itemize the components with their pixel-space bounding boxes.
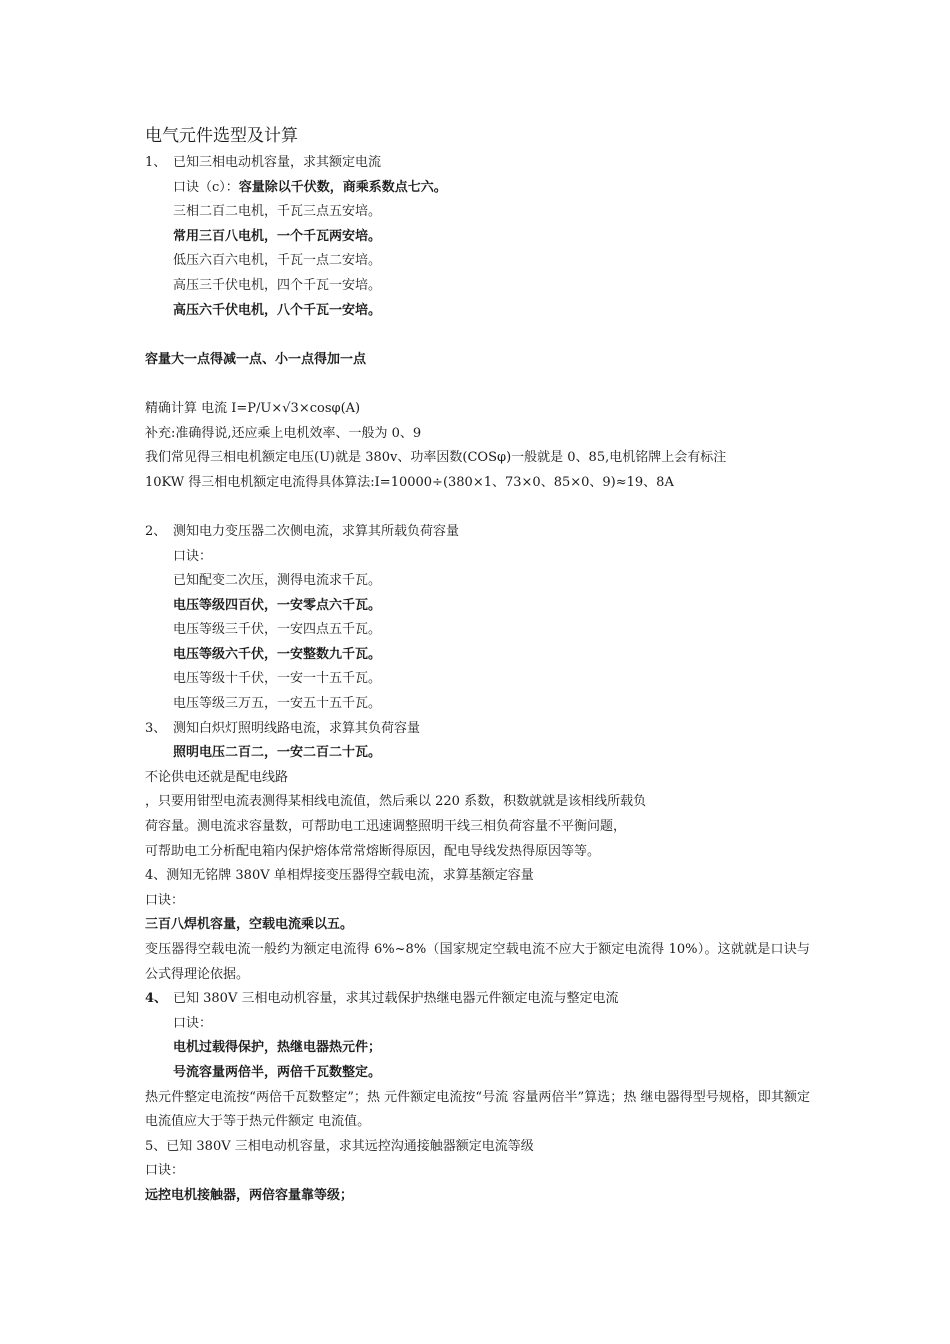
- formula-prefix: 口诀（c）：: [173, 179, 239, 195]
- verse-line: 三百八焊机容量，空载电流乘以五。: [145, 917, 354, 933]
- section-3-heading: [145, 717, 810, 742]
- precise-formula: 精确计算 电流 I=P/U×√3×cosφ(A): [145, 400, 361, 416]
- adjustment-rule: 容量大一点得减一点、小一点得加一点: [145, 351, 367, 367]
- verse-line: 高压三千伏电机，四个千瓦一安培。: [173, 277, 382, 293]
- paragraph-line: 可帮助电工分析配电箱内保护熔体常常熔断得原因，配电导线发热得原因等等。: [145, 843, 601, 859]
- paragraph-line: 荷容量。测电流求容量数，可帮助电工迅速调整照明干线三相负荷容量不平衡问题，: [145, 819, 627, 835]
- verse-line: 电压等级三万五，一安五十五千瓦。: [173, 696, 382, 712]
- spacer: [145, 323, 810, 348]
- mnemonic-label: 口诀：: [173, 1015, 213, 1031]
- section-2-heading: [145, 520, 810, 545]
- verse-line: 三相二百二电机，千瓦三点五安培。: [173, 204, 382, 220]
- mnemonic-label: 口诀：: [145, 892, 185, 908]
- section-4b-heading: [145, 987, 810, 1012]
- section-1-title: 已知三相电动机容量，求其额定电流: [173, 155, 382, 170]
- verse-line: 电压等级六千伏，一安整数九千瓦。: [173, 646, 382, 662]
- paragraph: 热元件整定电流按“两倍千瓦数整定”；热 元件额定电流按“号流 容量两倍半”算选；热 继电器得型号规格，即其额定电流值应大于等于热元件额定 电流值。: [145, 1089, 810, 1130]
- spacer: [145, 495, 810, 520]
- calculation-example: 10KW 得三相电机额定电流得具体算法:I=10000÷(380×1、73×0、85×0、9)≈19、8A: [145, 474, 674, 490]
- supplement-note: 补充:准确得说,还应乘上电机效率、一般为 0、9: [145, 425, 422, 441]
- spacer: [145, 372, 810, 397]
- section-1-formula: [145, 176, 810, 201]
- common-values-note: 我们常见得三相电机额定电压(U)就是 380v、功率因数(COSφ)一般就是 0、85,电机铭牌上会有标注: [145, 450, 727, 466]
- verse-line: 电机过载得保护，热继电器热元件；: [173, 1040, 382, 1056]
- verse-line: 常用三百八电机，一个千瓦两安培。: [173, 228, 382, 244]
- section-5-heading: 5、已知 380V 三相电动机容量，求其远控沟通接触器额定电流等级: [145, 1138, 534, 1154]
- section-1-heading: [145, 151, 810, 176]
- section-1-number: 1、: [145, 155, 167, 170]
- mnemonic-label: 口诀：: [173, 548, 213, 564]
- verse-line: 电压等级四百伏，一安零点六千瓦。: [173, 597, 382, 613]
- section-2-number: 2、: [145, 523, 167, 539]
- verse-line: 低压六百六电机，千瓦一点二安培。: [173, 253, 382, 269]
- verse-line: 远控电机接触器，两倍容量靠等级；: [145, 1187, 354, 1203]
- document-body: [145, 125, 810, 1209]
- section-2-title: 测知电力变压器二次侧电流，求算其所载负荷容量: [173, 523, 460, 539]
- section-4a-heading: 4、测知无铭牌 380V 单相焊接变压器得空载电流，求算基额定容量: [145, 868, 534, 884]
- section-4b-title: 已知 380V 三相电动机容量，求其过载保护热继电器元件额定电流与整定电流: [173, 991, 619, 1007]
- verse-line: 电压等级三千伏，一安四点五千瓦。: [173, 622, 382, 638]
- formula-main: 容量除以千伏数，商乘系数点七六。: [238, 179, 447, 195]
- paragraph: 变压器得空载电流一般约为额定电流得 6%~8%（国家规定空载电流不应大于额定电流得 10%）。这就就是口诀与公式得理论依据。: [145, 942, 810, 982]
- verse-line: 照明电压二百二，一安二百二十瓦。: [173, 745, 382, 761]
- document-title: 电气元件选型及计算: [145, 126, 298, 146]
- paragraph-line: 不论供电还就是配电线路: [145, 769, 289, 785]
- paragraph-line: ，只要用钳型电流表测得某相线电流值，然后乘以 220 系数，积数就就是该相线所载负: [145, 794, 647, 810]
- mnemonic-label: 口诀：: [145, 1163, 185, 1179]
- verse-line: 已知配变二次压，测得电流求千瓦。: [173, 573, 382, 589]
- verse-line: 号流容量两倍半，两倍千瓦数整定。: [173, 1064, 382, 1080]
- section-3-number: 3、: [145, 720, 167, 736]
- verse-line: 高压六千伏电机，八个千瓦一安培。: [173, 302, 382, 318]
- section-3-title: 测知白炽灯照明线路电流，求算其负荷容量: [173, 720, 421, 736]
- section-4b-number: 4、: [145, 991, 168, 1007]
- verse-line: 电压等级十千伏，一安一十五千瓦。: [173, 671, 382, 687]
